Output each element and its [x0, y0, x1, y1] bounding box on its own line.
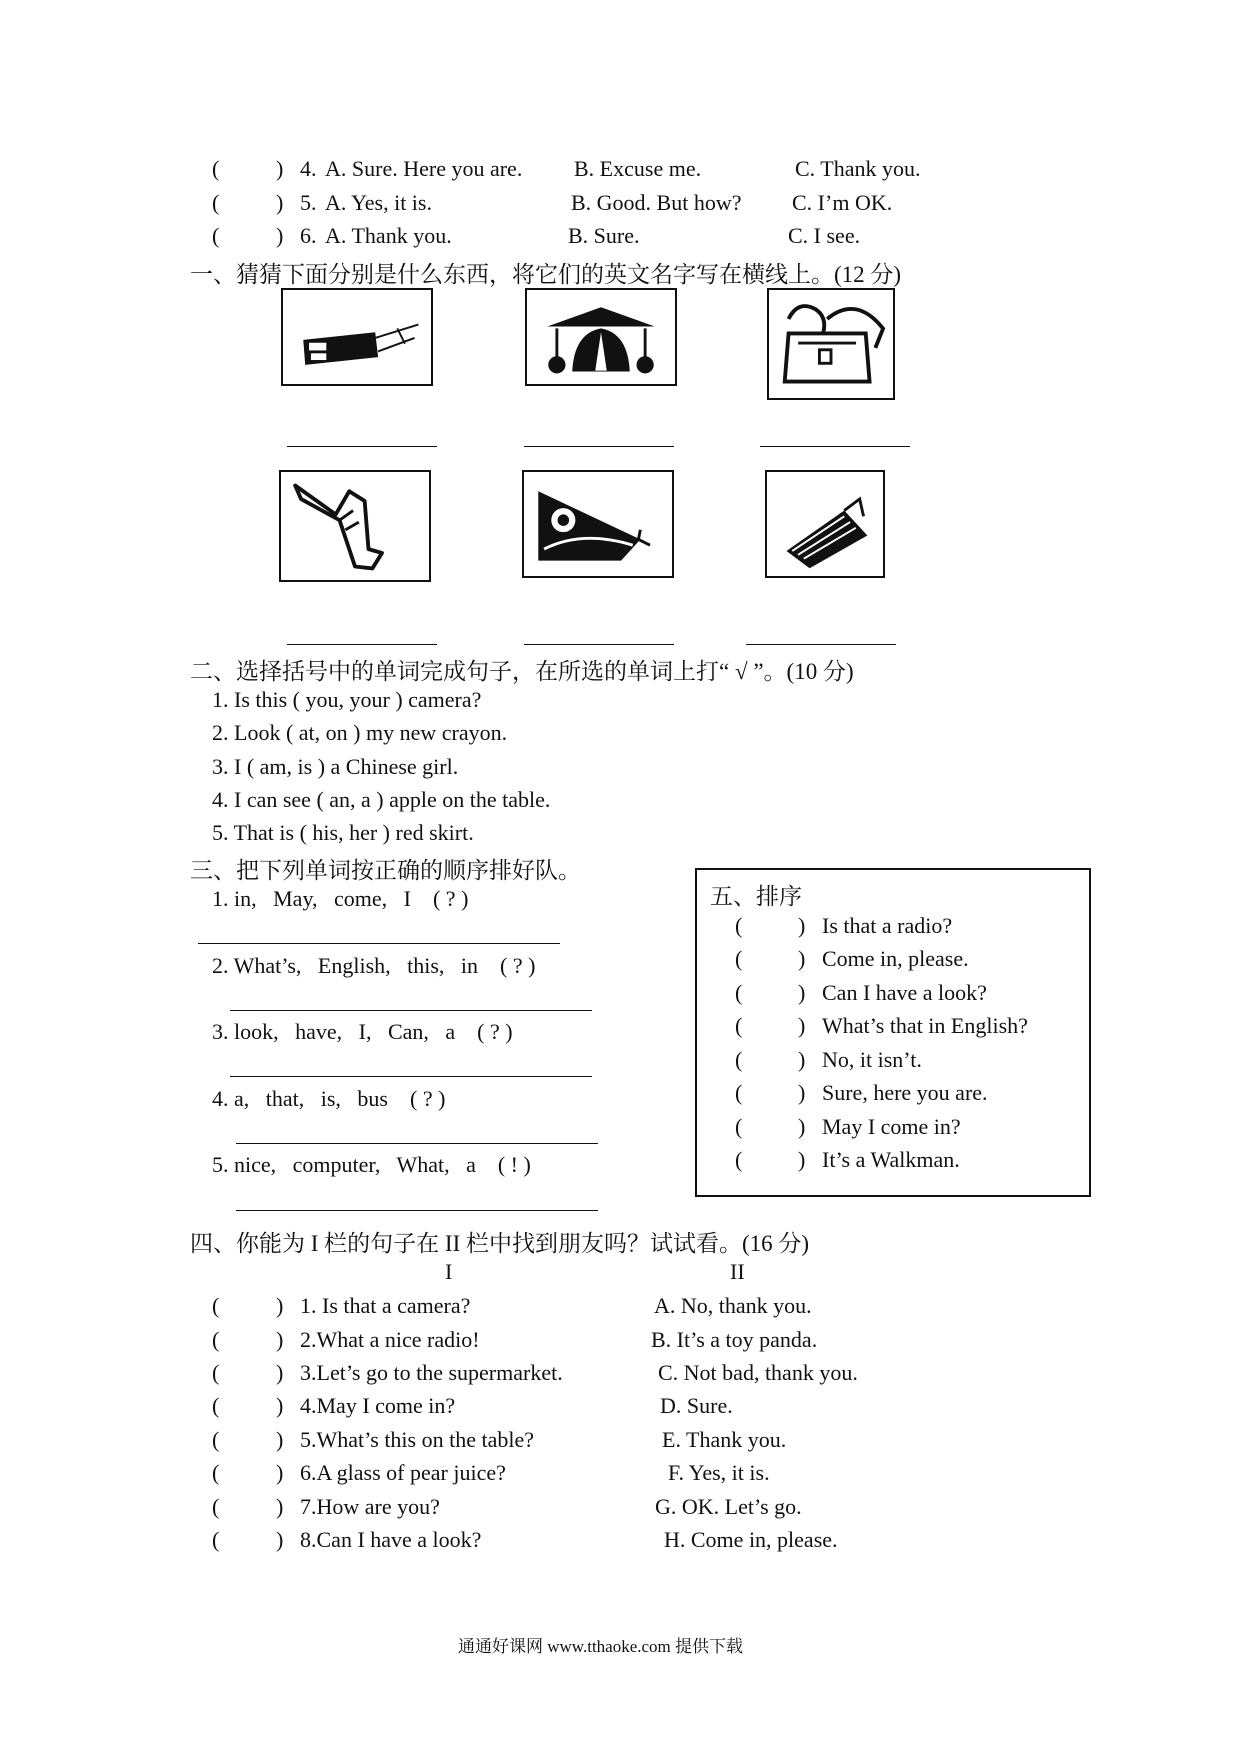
book-drawing — [765, 470, 885, 578]
scissors-icon — [283, 290, 431, 384]
bag-drawing — [767, 288, 895, 400]
column-i-item: 7.How are you? — [300, 1494, 440, 1519]
section3-item: 5. nice, computer, What, a ( ! ) — [212, 1152, 531, 1177]
option-a: A. Thank you. — [325, 223, 452, 248]
answer-paren-open: ( — [212, 1460, 220, 1485]
answer-paren-close: ) — [798, 1147, 806, 1172]
column-i-item: 2.What a nice radio! — [300, 1327, 480, 1352]
section3-item: 3. look, have, I, Can, a ( ? ) — [212, 1019, 513, 1044]
option-b: B. Excuse me. — [574, 156, 702, 181]
section4-heading: 四、你能为 I 栏的句子在 II 栏中找到朋友吗？试试看。(16 分) — [190, 1231, 810, 1256]
answer-line[interactable] — [746, 644, 896, 645]
answer-paren-open: ( — [735, 980, 743, 1005]
answer-line[interactable] — [524, 446, 674, 447]
column-i-item: 3.Let’s go to the supermarket. — [300, 1360, 563, 1385]
answer-line[interactable] — [230, 1010, 592, 1011]
answer-paren-open: ( — [212, 1427, 220, 1452]
column-i-item: 4.May I come in? — [300, 1393, 456, 1418]
section2-item: 5. That is ( his, her ) red skirt. — [212, 820, 474, 845]
answer-paren-close: ) — [276, 156, 284, 181]
answer-line[interactable] — [287, 446, 437, 447]
section3-item: 1. in, May, come, I ( ? ) — [212, 886, 469, 911]
book-icon — [767, 472, 883, 576]
answer-paren-close: ) — [276, 1527, 284, 1552]
option-a: A. Yes, it is. — [325, 190, 432, 215]
answer-paren-close: ) — [798, 1114, 806, 1139]
section5-item: It’s a Walkman. — [822, 1147, 960, 1172]
answer-paren-close: ) — [276, 1293, 284, 1318]
answer-paren-close: ) — [798, 946, 806, 971]
answer-paren-close: ) — [276, 1427, 284, 1452]
answer-paren-open: ( — [735, 1147, 743, 1172]
question-number: 5. — [300, 190, 317, 215]
section5-item: Is that a radio? — [822, 913, 953, 938]
answer-paren-open: ( — [212, 1393, 220, 1418]
column-header-i: I — [445, 1259, 453, 1284]
answer-paren-close: ) — [276, 1494, 284, 1519]
section2-item: 4. I can see ( an, a ) apple on the table. — [212, 787, 551, 812]
answer-paren-close: ) — [798, 1080, 806, 1105]
umbrella-icon — [527, 290, 675, 384]
section2-item: 3. I ( am, is ) a Chinese girl. — [212, 754, 459, 779]
scissors-drawing — [281, 288, 433, 386]
answer-paren-open: ( — [212, 223, 220, 248]
answer-paren-open: ( — [735, 913, 743, 938]
answer-paren-open: ( — [212, 1527, 220, 1552]
answer-paren-close: ) — [798, 1013, 806, 1038]
ruler-icon — [281, 472, 429, 580]
bag-icon — [769, 290, 893, 398]
answer-paren-close: ) — [276, 190, 284, 215]
answer-paren-close: ) — [798, 913, 806, 938]
column-ii-item: D. Sure. — [660, 1393, 733, 1418]
answer-paren-open: ( — [212, 1327, 220, 1352]
answer-line[interactable] — [524, 644, 674, 645]
section3-heading: 三、把下列单词按正确的顺序排好队。 — [190, 858, 581, 883]
section2-item: 2. Look ( at, on ) my new crayon. — [212, 720, 508, 745]
answer-paren-close: ) — [276, 1327, 284, 1352]
pencil-sharpener-drawing — [522, 470, 674, 578]
answer-paren-close: ) — [798, 1047, 806, 1072]
answer-paren-open: ( — [212, 190, 220, 215]
column-i-item: 5.What’s this on the table? — [300, 1427, 534, 1452]
answer-paren-open: ( — [735, 1080, 743, 1105]
section5-item: Sure, here you are. — [822, 1080, 988, 1105]
answer-line[interactable] — [236, 1210, 598, 1211]
question-number: 6. — [300, 223, 317, 248]
answer-line[interactable] — [198, 943, 560, 944]
answer-paren-open: ( — [212, 1494, 220, 1519]
section5-item: Come in, please. — [822, 946, 969, 971]
answer-paren-open: ( — [212, 156, 220, 181]
column-i-item: 6.A glass of pear juice? — [300, 1460, 506, 1485]
option-c: C. I see. — [788, 223, 861, 248]
section5-item: May I come in? — [822, 1114, 961, 1139]
section2-item: 1. Is this ( you, your ) camera? — [212, 687, 482, 712]
answer-line[interactable] — [760, 446, 910, 447]
answer-paren-close: ) — [276, 1393, 284, 1418]
option-c: C. Thank you. — [795, 156, 921, 181]
column-ii-item: B. It’s a toy panda. — [651, 1327, 818, 1352]
answer-paren-open: ( — [212, 1293, 220, 1318]
column-header-ii: II — [730, 1259, 745, 1284]
section5-item: No, it isn’t. — [822, 1047, 922, 1072]
option-c: C. I’m OK. — [792, 190, 893, 215]
option-b: B. Sure. — [568, 223, 640, 248]
section3-item: 4. a, that, is, bus ( ? ) — [212, 1086, 446, 1111]
answer-paren-close: ) — [276, 1460, 284, 1485]
column-i-item: 1. Is that a camera? — [300, 1293, 471, 1318]
umbrella-drawing — [525, 288, 677, 386]
section2-heading: 二、选择括号中的单词完成句子，在所选的单词上打“ √ ”。(10 分) — [190, 659, 854, 684]
answer-paren-close: ) — [276, 1360, 284, 1385]
column-ii-item: E. Thank you. — [662, 1427, 787, 1452]
column-ii-item: C. Not bad, thank you. — [658, 1360, 858, 1385]
option-a: A. Sure. Here you are. — [325, 156, 523, 181]
pencil-sharpener-icon — [524, 472, 672, 576]
answer-line[interactable] — [287, 644, 437, 645]
ruler-drawing — [279, 470, 431, 582]
section5-heading: 五、排序 — [710, 884, 802, 909]
column-ii-item: F. Yes, it is. — [668, 1460, 770, 1485]
answer-line[interactable] — [236, 1143, 598, 1144]
section5-item: What’s that in English? — [822, 1013, 1028, 1038]
answer-paren-close: ) — [798, 980, 806, 1005]
question-number: 4. — [300, 156, 317, 181]
column-ii-item: G. OK. Let’s go. — [655, 1494, 802, 1519]
section5-item: Can I have a look? — [822, 980, 987, 1005]
answer-paren-open: ( — [735, 1047, 743, 1072]
answer-paren-open: ( — [735, 946, 743, 971]
answer-line[interactable] — [230, 1076, 592, 1077]
answer-paren-open: ( — [735, 1013, 743, 1038]
column-i-item: 8.Can I have a look? — [300, 1527, 482, 1552]
option-b: B. Good. But how? — [571, 190, 742, 215]
section1-heading: 一、猜猜下面分别是什么东西，将它们的英文名字写在横线上。(12 分) — [190, 262, 902, 287]
section3-item: 2. What’s, English, this, in ( ? ) — [212, 953, 536, 978]
footer-credit: 通通好课网 www.tthaoke.com 提供下载 — [458, 1637, 744, 1656]
answer-paren-open: ( — [735, 1114, 743, 1139]
column-ii-item: A. No, thank you. — [654, 1293, 812, 1318]
answer-paren-close: ) — [276, 223, 284, 248]
answer-paren-open: ( — [212, 1360, 220, 1385]
column-ii-item: H. Come in, please. — [664, 1527, 838, 1552]
